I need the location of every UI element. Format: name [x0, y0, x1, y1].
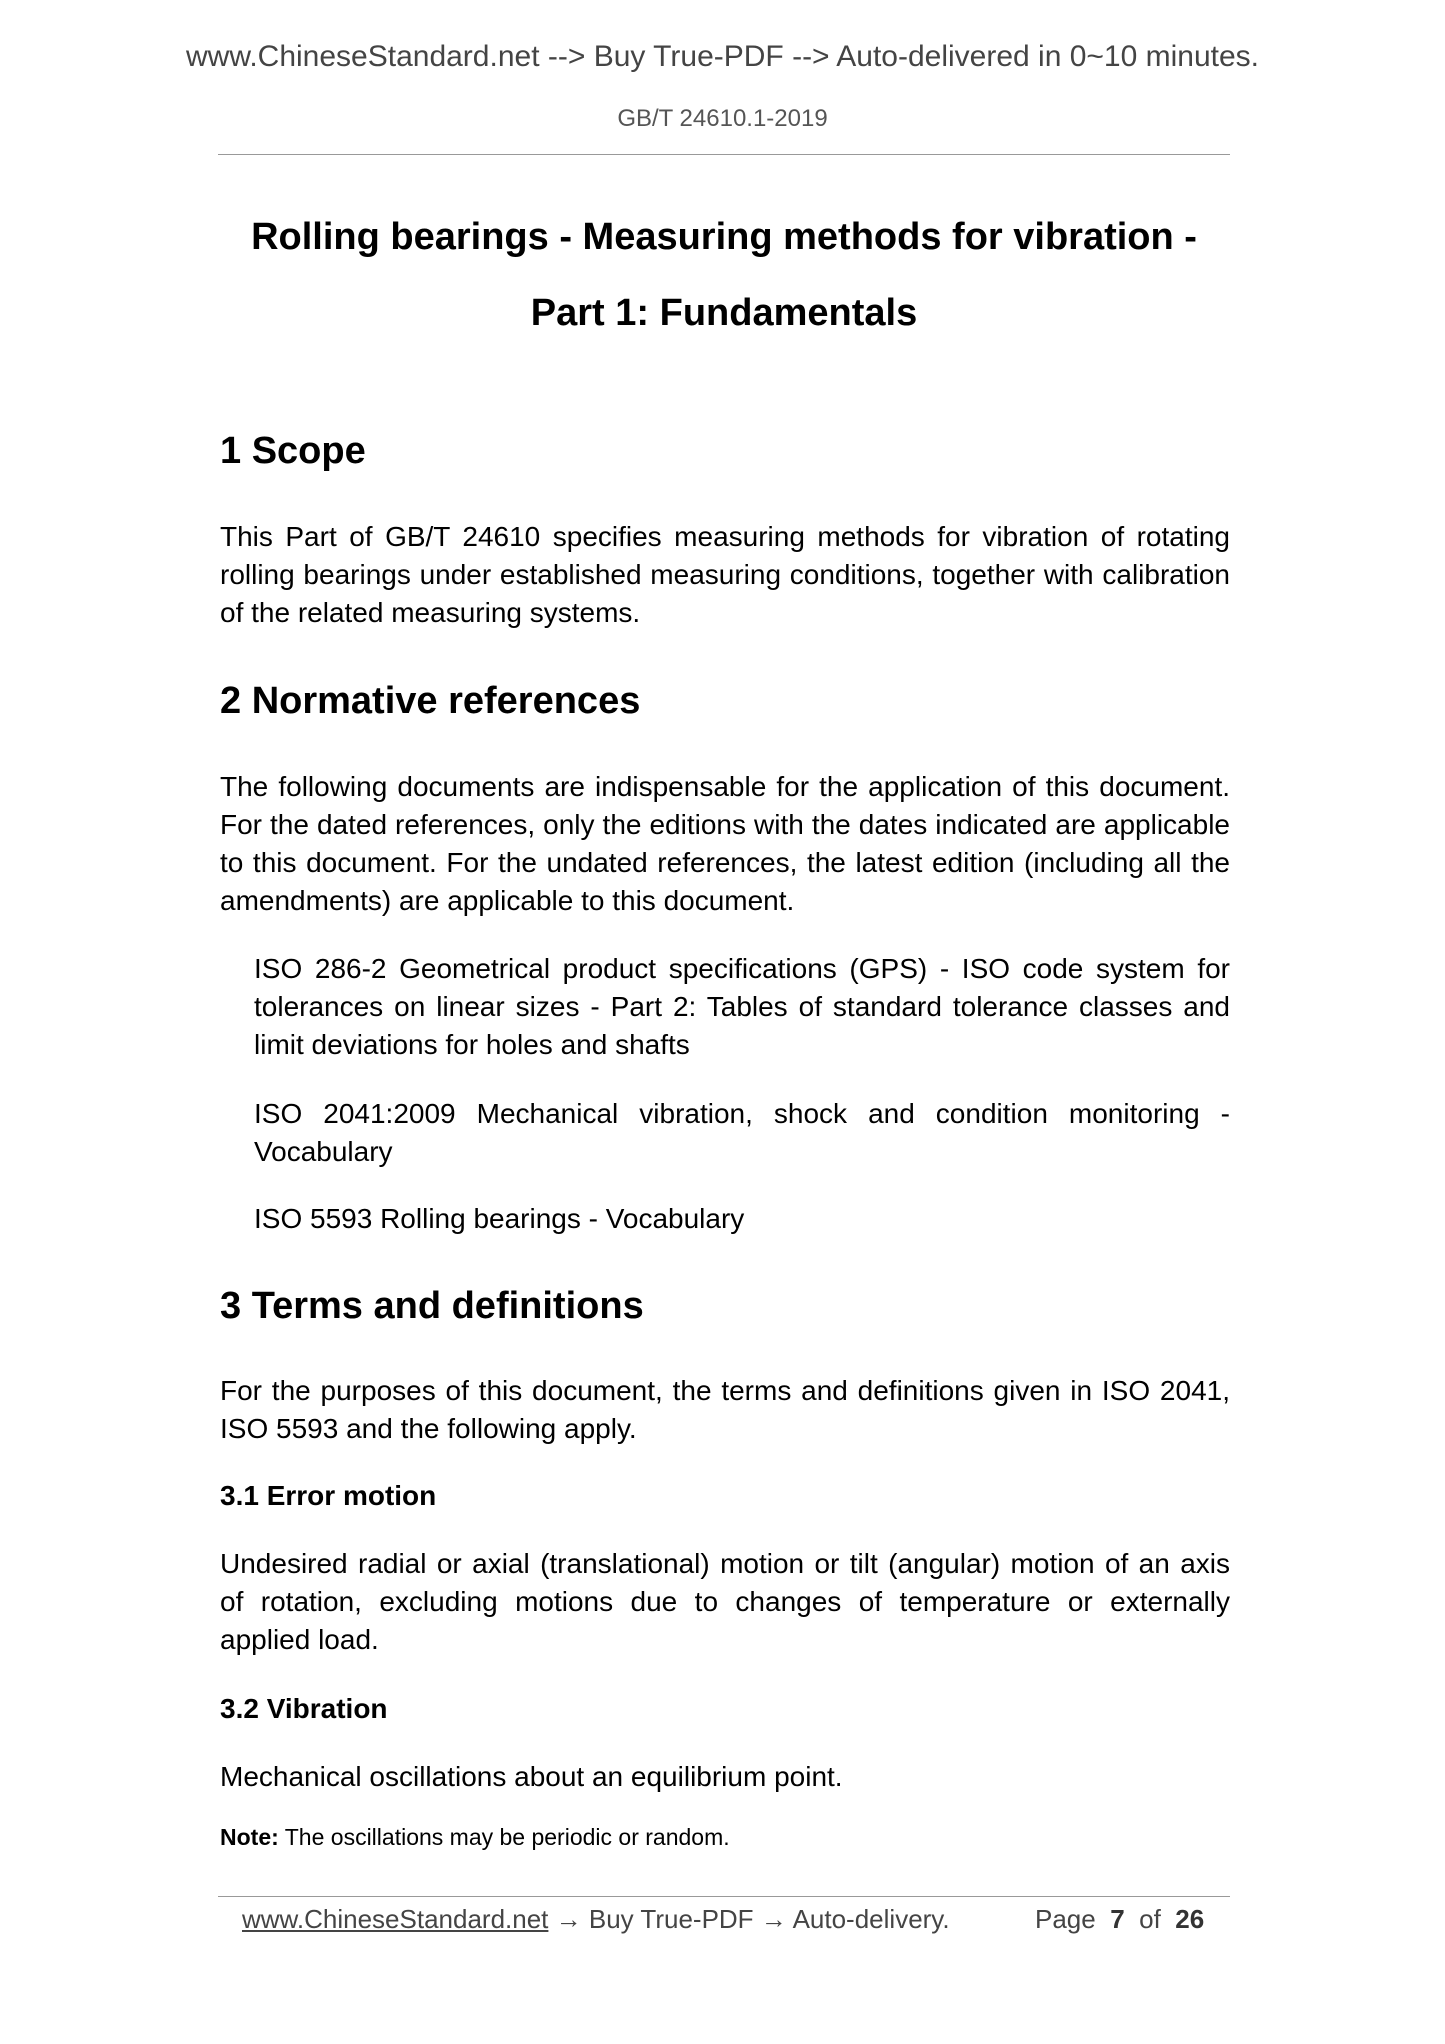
normative-paragraph: The following documents are indispensable for the application of this document. For the dated references, only the editions with the dates indicated are applicable to this document. For the undated references, the latest edition (including all the amendments) are applicable to this document.: [220, 771, 1230, 916]
footer-divider: [218, 1896, 1230, 1897]
document-title-line2: Part 1: Fundamentals: [530, 292, 918, 334]
note-text: The oscillations may be periodic or random.: [278, 1824, 730, 1850]
term-definition-vibration: Mechanical oscillations about an equilibrium point.: [220, 1761, 843, 1792]
total-pages: 26: [1175, 1904, 1205, 1934]
section-heading-scope: 1 Scope: [220, 430, 366, 472]
page-indicator: Page 7 of 26: [1035, 1904, 1205, 1934]
section-heading-terms: 3 Terms and definitions: [220, 1285, 644, 1327]
header-banner: www.ChineseStandard.net --> Buy True-PDF --> Auto-delivered in 0~10 minutes.: [185, 40, 1260, 73]
footer-link[interactable]: www.ChineseStandard.net: [242, 1904, 549, 1934]
section-heading-normative-references: 2 Normative references: [220, 680, 641, 722]
note-label: Note:: [220, 1824, 279, 1850]
document-title-line1: Rolling bearings - Measuring methods for vibration -: [251, 216, 1197, 258]
term-heading-error-motion: 3.1 Error motion: [220, 1480, 437, 1511]
note: [220, 1824, 730, 1851]
current-page: 7: [1110, 1904, 1125, 1934]
term-definition-error-motion: Undesired radial or axial (translational) motion or tilt (angular) motion of an axis of rotation, excluding motions due to changes of temperature or externally applied load.: [220, 1548, 1230, 1655]
header-divider: [218, 154, 1230, 155]
term-heading-vibration: 3.2 Vibration: [220, 1693, 388, 1724]
scope-paragraph: This Part of GB/T 24610 specifies measuring methods for vibration of rotating rolling bearings under established measuring conditions, together with calibration of the related measuring systems.: [220, 521, 1230, 628]
terms-paragraph: For the purposes of this document, the terms and definitions given in ISO 2041, ISO 5593 and the following apply.: [220, 1375, 1230, 1444]
footer-tagline: → Buy True-PDF → Auto-delivery.: [548, 1904, 950, 1934]
reference-item: ISO 5593 Rolling bearings - Vocabulary: [254, 1203, 745, 1234]
reference-item: ISO 286-2 Geometrical product specifications (GPS) - ISO code system for tolerances on linear sizes - Part 2: Tables of standard tolerance classes and limit deviations for holes and shafts: [254, 953, 1230, 1060]
standard-number: GB/T 24610.1-2019: [617, 105, 828, 132]
footer-text: [242, 1904, 950, 1935]
reference-item: ISO 2041:2009 Mechanical vibration, shock and condition monitoring - Vocabulary: [254, 1098, 1230, 1167]
